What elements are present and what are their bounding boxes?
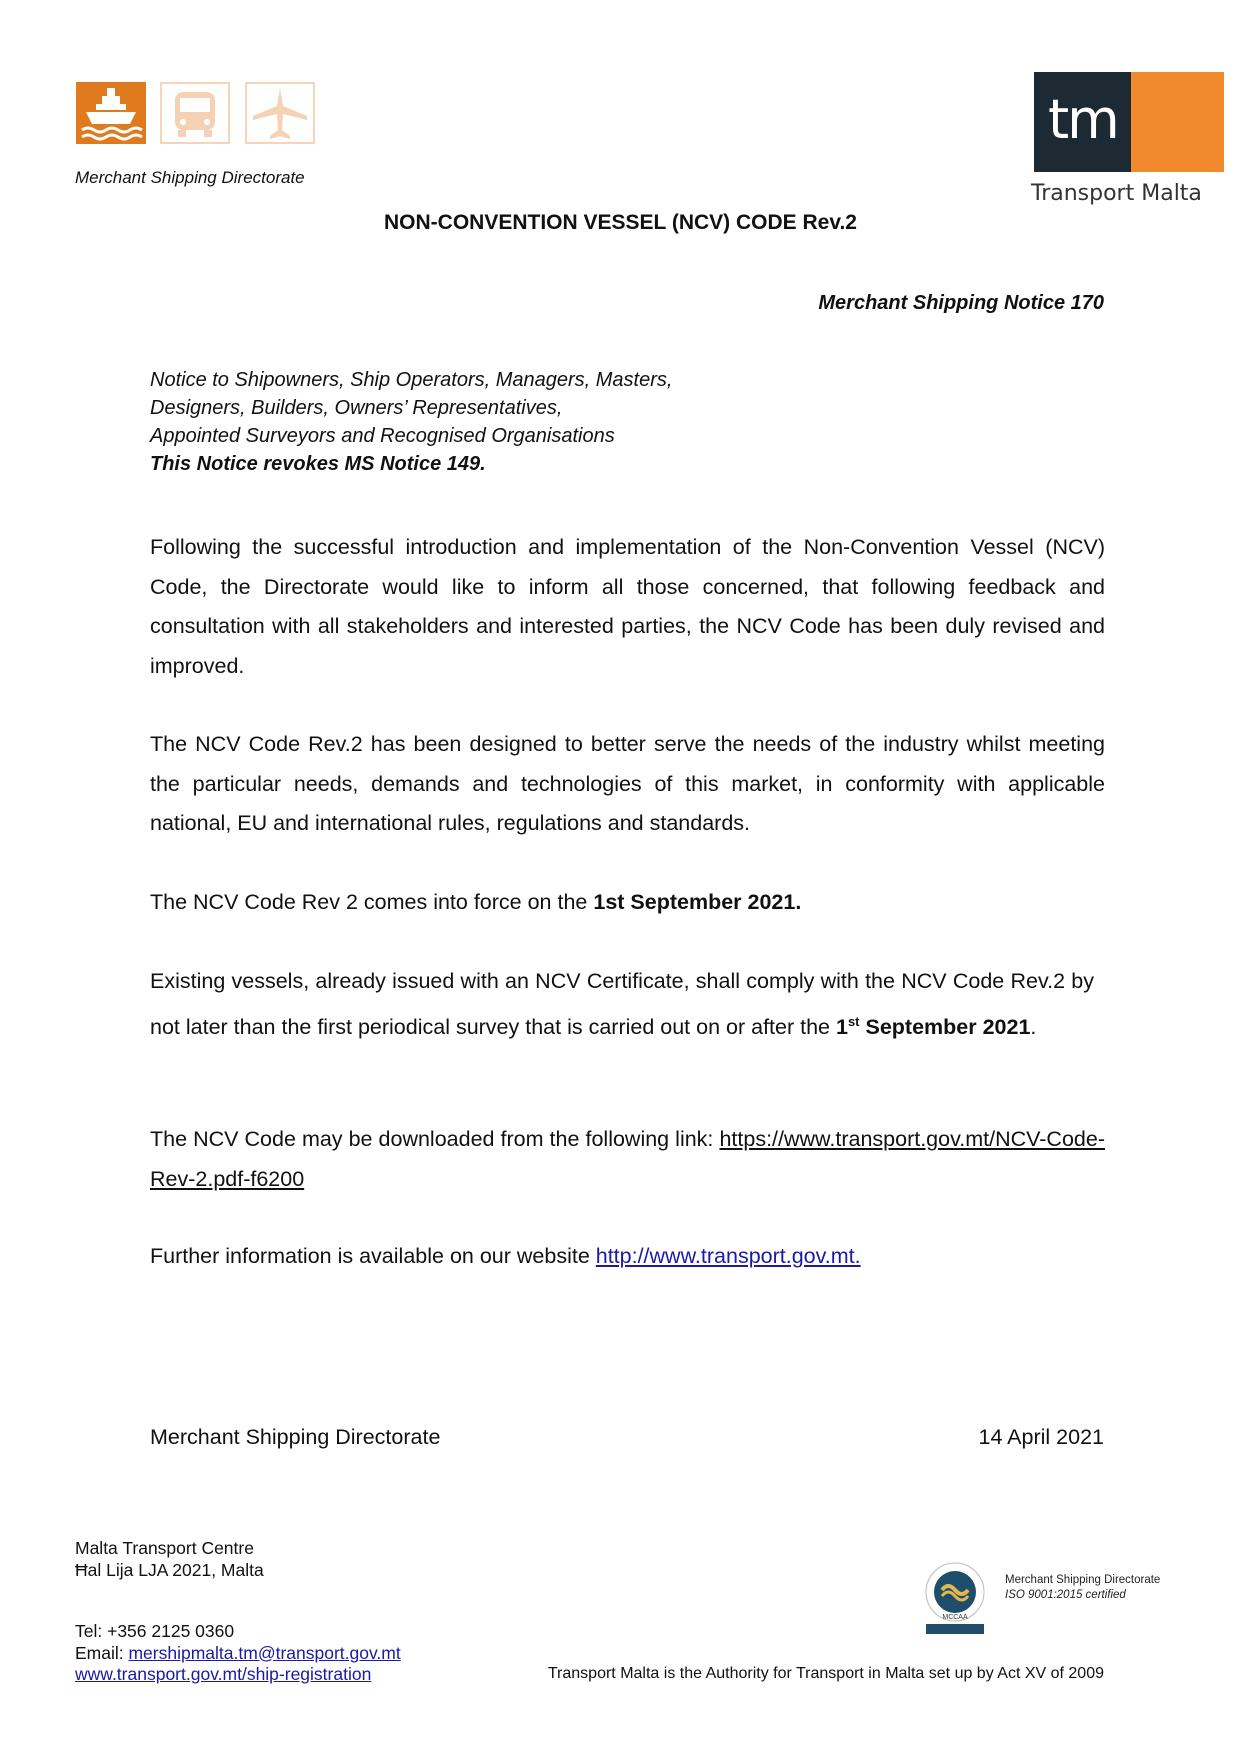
paragraph-existing-vessels: [150, 962, 1094, 1047]
paragraph-download: [150, 1120, 1105, 1199]
ship-registration-link[interactable]: www.transport.gov.mt/ship-registration: [75, 1664, 372, 1684]
airplane-icon: [245, 82, 315, 144]
seal-text: MCCAA: [942, 1614, 968, 1621]
footer-contact: [75, 1621, 401, 1686]
existing-text: Existing vessels, already issued with an NCV Certificate, shall comply with the NCV Code Rev.2 by not later than the first periodical survey that is carried out on or after the: [150, 969, 1094, 1039]
email-label: Email:: [75, 1642, 129, 1663]
document-title: NON-CONVENTION VESSEL (NCV) CODE Rev.2: [384, 211, 857, 234]
telephone: Tel: +356 2125 0360: [75, 1621, 235, 1641]
addressee-line: Appointed Surveyors and Recognised Organisations: [150, 425, 615, 447]
paragraph-design: The NCV Code Rev.2 has been designed to better serve the needs of the industry whilst meeting the particular needs, demands and technologies of this market, in conformity with applicable national, EU and international rules, regulations and standards.: [150, 732, 1105, 835]
existing-end: .: [1030, 1014, 1037, 1039]
revokes-note: This Notice revokes MS Notice 149.: [150, 453, 486, 475]
website-row: [75, 1664, 401, 1686]
iso-standard: ISO 9001:2015 certified: [1005, 1589, 1126, 1601]
paragraph-introduction: Following the successful introduction and implementation of the Non-Convention Vessel (NCV) Code, the Directorate would like to inform all those concerned, that following feedback and consultation with all stakeholders and interested parties, the NCV Code has been duly revised and improved.: [150, 535, 1105, 678]
paragraph-entry-into-force: [150, 883, 1105, 923]
signature: Merchant Shipping Directorate: [150, 1425, 441, 1449]
logo-dark-block: [1034, 72, 1131, 172]
footer-address: [75, 1537, 264, 1581]
iso-certification: [1005, 1573, 1160, 1603]
notice-number: Merchant Shipping Notice 170: [818, 292, 1104, 314]
addressee-line: Designers, Builders, Owners’ Representatives,: [150, 397, 563, 419]
website-text: Further information is available on our website: [150, 1244, 596, 1268]
existing-month: September 2021: [865, 1014, 1031, 1039]
ship-icon: [76, 82, 146, 144]
email-link[interactable]: mershipmalta.tm@transport.gov.mt: [128, 1642, 401, 1663]
iso-directorate: Merchant Shipping Directorate: [1005, 1574, 1161, 1586]
transport-malta-logo: [1034, 72, 1224, 172]
addressee-line: Notice to Shipowners, Ship Operators, Managers, Masters,: [150, 369, 673, 391]
email-row: [75, 1643, 401, 1665]
logo-letters: tm: [1048, 88, 1118, 151]
existing-day: 1: [835, 1014, 848, 1039]
authority-statement: Transport Malta is the Authority for Transport in Malta set up by Act XV of 2009: [547, 1665, 1104, 1682]
directorate-caption: Merchant Shipping Directorate: [75, 168, 305, 187]
existing-day-suffix: st: [847, 1013, 860, 1029]
iso-seal-icon: [918, 1560, 992, 1636]
entry-text: The NCV Code Rev 2 comes into force on the: [150, 890, 594, 914]
address-line: Malta Transport Centre: [75, 1538, 254, 1558]
logo-name: Transport Malta: [1031, 181, 1202, 206]
logo-orange-block: [1131, 72, 1224, 172]
bus-icon: [160, 82, 230, 144]
website-link[interactable]: http://www.transport.gov.mt.: [595, 1244, 861, 1268]
address-line: Ħal Lija LJA 2021, Malta: [75, 1560, 264, 1580]
document-date: 14 April 2021: [978, 1425, 1104, 1449]
download-text: The NCV Code may be downloaded from the following link:: [150, 1127, 720, 1151]
ncv-code-download-link[interactable]: https://www.transport.gov.mt/NCV-Code-Rev-2.pdf-f6200: [150, 1127, 1105, 1191]
paragraph-website: [150, 1237, 1105, 1277]
entry-date: 1st September 2021.: [593, 890, 802, 914]
addressee-block: [150, 366, 672, 478]
